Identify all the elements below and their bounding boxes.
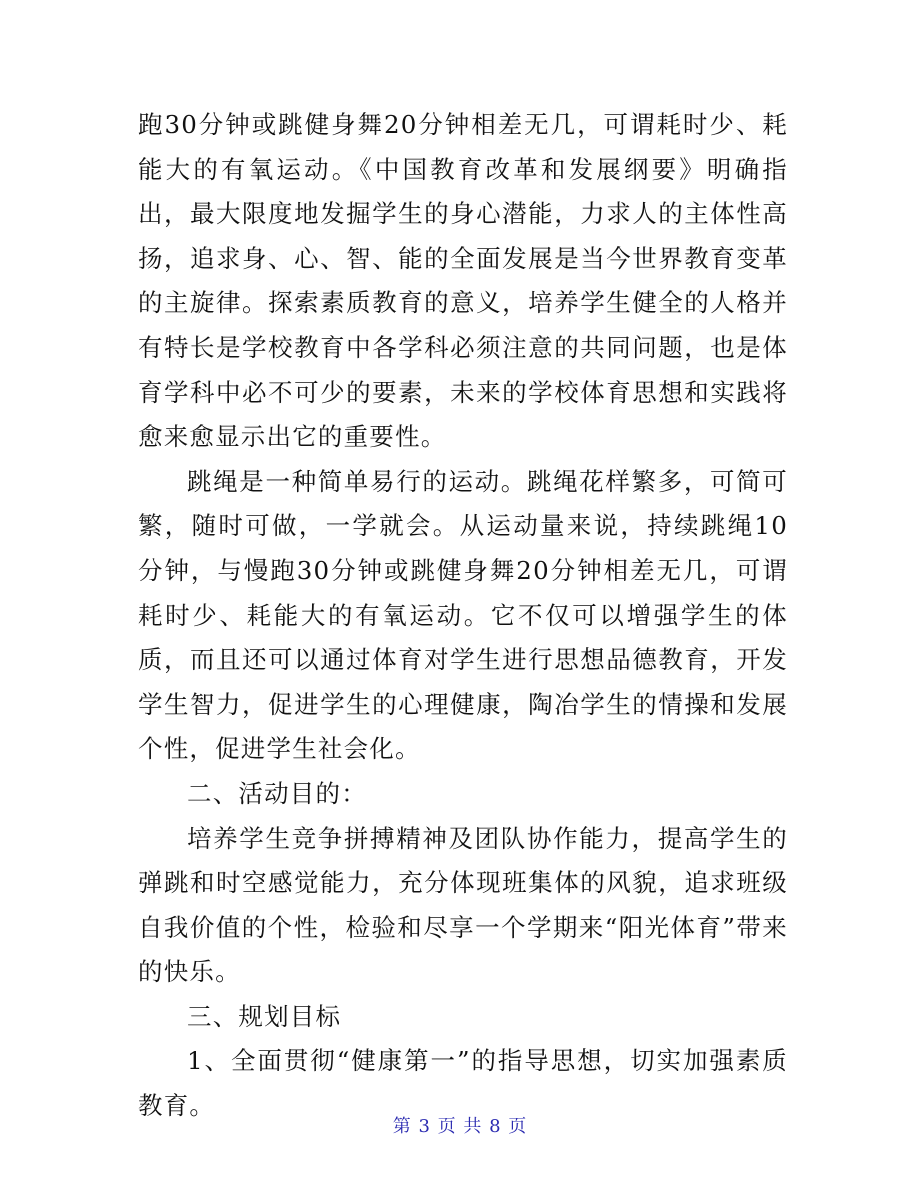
paragraph-continuation: 跑30分钟或跳健身舞20分钟相差无几，可谓耗时少、耗能大的有氧运动。《中国教育改革和发展纲要》明确指出，最大限度地发掘学生的身心潜能，力求人的主体性高扬，追求身、心、智、能的全面发展是当今世界教育变革的主旋律。探索素质教育的意义，培养学生健全的人格并有特长是学校教育中各学科必须注意的共同问题，也是体育学科中必不可少的要素，未来的学校体育思想和实践将愈来愈显示出它的重要性。 [138, 110, 788, 452]
paragraph-activity-goals: 培养学生竞争拼搏精神及团队协作能力，提高学生的弹跳和时空感觉能力，充分体现班集体的风貌，追求班级自我价值的个性，检验和尽享一个学期来“阳光体育”带来的快乐。 [138, 823, 788, 987]
document-body [138, 103, 788, 1129]
paragraph-jump-rope: 跳绳是一种简单易行的运动。跳绳花样繁多，可简可繁，随时可做，一学就会。从运动量来说，持续跳绳10分钟，与慢跑30分钟或跳健身舞20分钟相差无几，可谓耗时少、耗能大的有氧运动。它不仅可以增强学生的体质，而且还可以通过体育对学生进行思想品德教育，开发学生智力，促进学生的心理健康，陶冶学生的情操和发展个性，促进学生社会化。 [138, 466, 788, 764]
paragraph-planning-goal-1: 1、全面贯彻“健康第一”的指导思想，切实加强素质教育。 [138, 1046, 788, 1121]
section-heading-planning-goals: 三、规划目标 [187, 1001, 342, 1031]
page-number-footer: 第 3 页 共 8 页 [392, 1116, 528, 1137]
section-heading-activity-goals: 二、活动目的： [187, 778, 367, 808]
